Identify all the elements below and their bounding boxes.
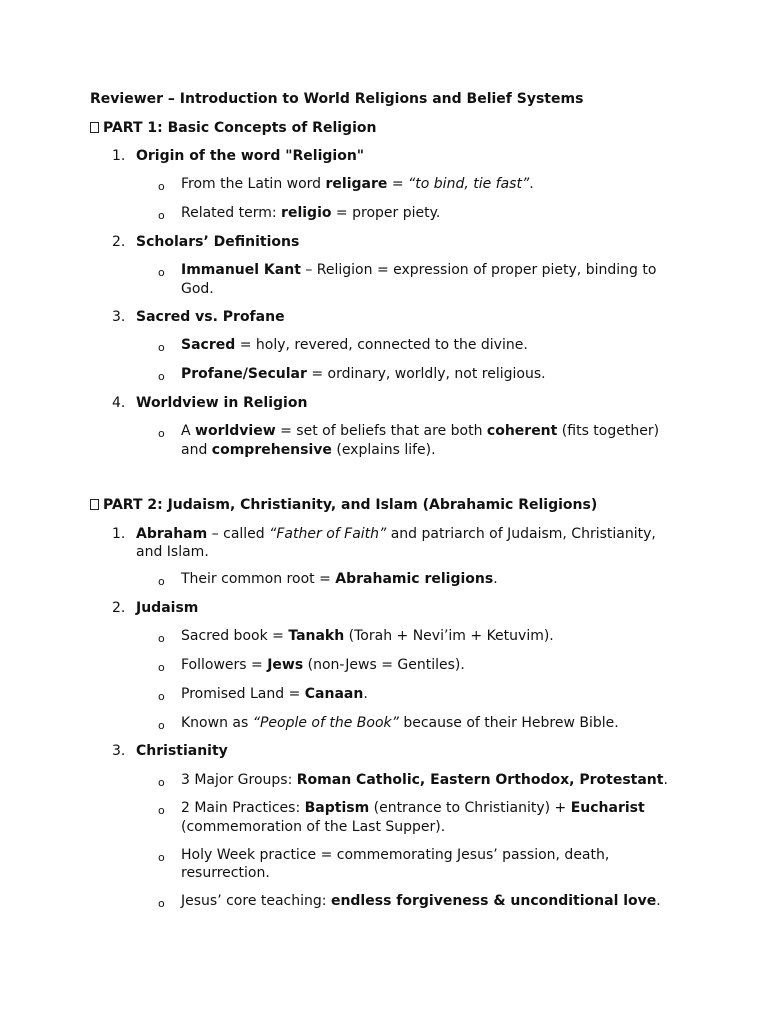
section-origin-heading: Origin of the word "Religion" (136, 148, 365, 164)
bullet-icon: o (158, 180, 165, 193)
bullet-icon: o (158, 804, 165, 817)
bullet-icon: o (158, 341, 165, 354)
list-item: Followers = Jews (non-Jews = Gentiles). (181, 657, 465, 673)
list-item: Holy Week practice = commemorating Jesus’ passion, death, (181, 847, 610, 863)
bullet-icon: o (158, 632, 165, 645)
list-item: From the Latin word religare = “to bind, tie fast”. (181, 176, 534, 192)
list-item: Profane/Secular = ordinary, worldly, not religious. (181, 366, 546, 382)
list-number: 4. (112, 395, 126, 411)
bullet-icon: o (158, 575, 165, 588)
list-number: 2. (112, 234, 126, 250)
list-item: Sacred = holy, revered, connected to the divine. (181, 337, 528, 353)
section-sacred-heading: Sacred vs. Profane (136, 309, 285, 325)
list-item: Known as “People of the Book” because of their Hebrew Bible. (181, 715, 619, 731)
list-item: Immanuel Kant – Religion = expression of proper piety, binding to (181, 262, 657, 278)
list-number: 3. (112, 309, 126, 325)
bullet-icon: o (158, 719, 165, 732)
list-item: Jesus’ core teaching: endless forgiveness & unconditional love. (181, 893, 661, 909)
list-item-continuation: and Islam. (136, 544, 209, 560)
abraham-item: Abraham – called “Father of Faith” and patriarch of Judaism, Christianity, (136, 526, 656, 542)
list-item: Their common root = Abrahamic religions. (181, 571, 498, 587)
section-worldview-heading: Worldview in Religion (136, 395, 308, 411)
list-number: 3. (112, 743, 126, 759)
list-item: 3 Major Groups: Roman Catholic, Eastern Orthodox, Protestant. (181, 772, 668, 788)
bullet-icon: o (158, 266, 165, 279)
missing-glyph-icon (90, 499, 99, 510)
section-scholars-heading: Scholars’ Definitions (136, 234, 300, 250)
bullet-icon: o (158, 851, 165, 864)
list-number: 2. (112, 600, 126, 616)
section-judaism-heading: Judaism (136, 600, 199, 616)
list-item-continuation: God. (181, 281, 214, 297)
list-item: 2 Main Practices: Baptism (entrance to Christianity) + Eucharist (181, 800, 645, 816)
list-item-continuation: resurrection. (181, 865, 270, 881)
part1-heading: PART 1: Basic Concepts of Religion (90, 120, 376, 136)
list-item: Sacred book = Tanakh (Torah + Nevi’im + Ketuvim). (181, 628, 554, 644)
bullet-icon: o (158, 897, 165, 910)
list-item: Promised Land = Canaan. (181, 686, 368, 702)
bullet-icon: o (158, 661, 165, 674)
bullet-icon: o (158, 209, 165, 222)
part2-heading: PART 2: Judaism, Christianity, and Islam (Abrahamic Religions) (90, 497, 597, 513)
bullet-icon: o (158, 690, 165, 703)
bullet-icon: o (158, 776, 165, 789)
document-title: Reviewer – Introduction to World Religions and Belief Systems (90, 91, 584, 107)
list-item: Related term: religio = proper piety. (181, 205, 441, 221)
bullet-icon: o (158, 370, 165, 383)
bullet-icon: o (158, 427, 165, 440)
list-number: 1. (112, 148, 126, 164)
list-item-continuation: and comprehensive (explains life). (181, 442, 436, 458)
section-christianity-heading: Christianity (136, 743, 228, 759)
list-number: 1. (112, 526, 126, 542)
list-item: A worldview = set of beliefs that are both coherent (fits together) (181, 423, 660, 439)
missing-glyph-icon (90, 122, 99, 133)
list-item-continuation: (commemoration of the Last Supper). (181, 819, 446, 835)
